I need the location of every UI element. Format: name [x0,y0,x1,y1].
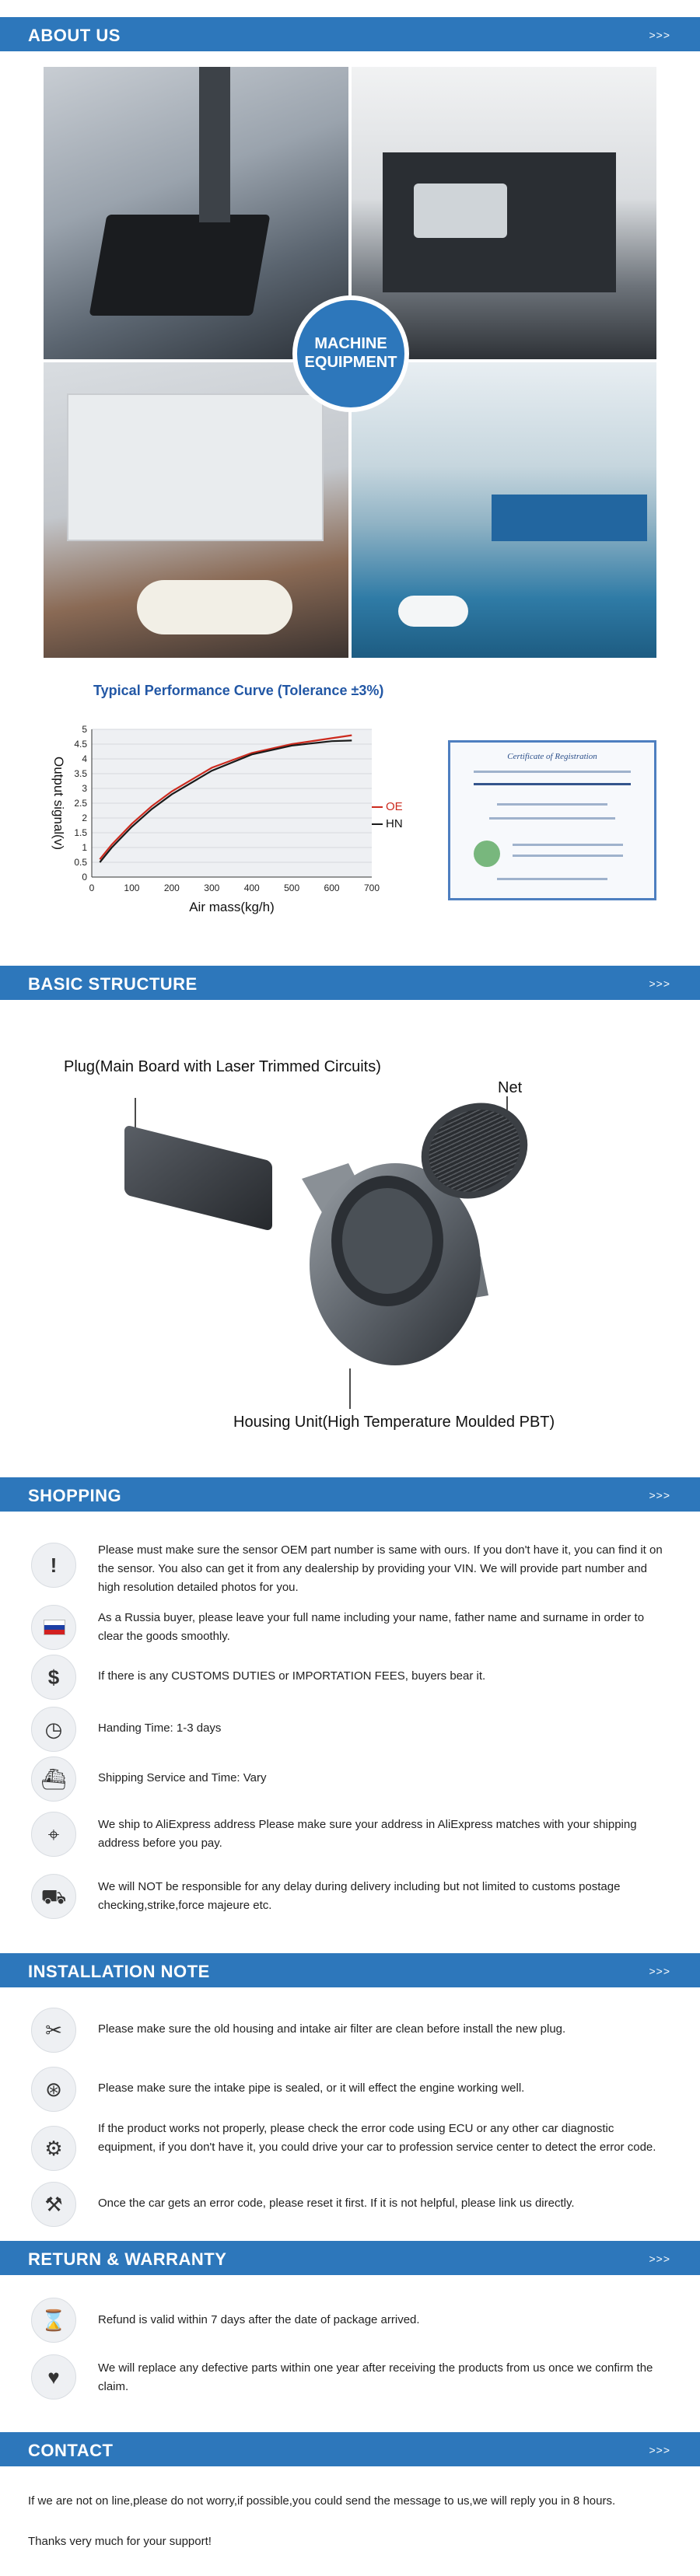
x-tick-label: 300 [204,883,220,893]
section-arrows: >>> [649,1489,670,1501]
y-tick-label: 3.5 [74,768,87,779]
section-arrows: >>> [649,29,670,41]
plug-label: Plug(Main Board with Laser Trimmed Circuits) [64,1058,381,1075]
shopping-item-text: Handing Time: 1-3 days [98,1721,222,1735]
shopping-item-text: Shipping Service and Time: Vary [98,1771,267,1784]
basic-structure-header [0,966,700,1000]
x-tick-label: 100 [124,883,140,893]
performance-chart [31,715,404,925]
y-tick-label: 4.5 [74,739,87,750]
clock-icon: ◷ [31,1707,76,1752]
shopping-item-text: As a Russia buyer, please leave your full name including your name, father name and surname in order to clear the goods smoothly. [98,1611,645,1643]
contact-header [0,2432,700,2466]
legend-label: OE [386,800,403,813]
shopping-item [31,1756,669,1802]
wrench-icon: ⚒ [31,2182,76,2227]
installation-item [31,2067,669,2112]
performance-curve-title: Typical Performance Curve (Tolerance ±3%) [93,683,384,698]
russia-flag-icon [31,1605,76,1650]
x-tick-label: 400 [243,883,260,893]
section-title: ABOUT US [28,26,121,45]
hourglass-icon: ⌛ [31,2298,76,2343]
x-tick-label: 700 [363,883,380,893]
section-title: INSTALLATION NOTE [28,1962,210,1981]
y-tick-label: 4 [82,753,87,764]
x-tick-label: 500 [284,883,300,893]
shopping-item [31,1541,669,1597]
ship-icon: ⛴ [31,1756,76,1802]
x-tick-label: 600 [324,883,340,893]
shopping-item-text: If there is any CUSTOMS DUTIES or IMPORTATION FEES, buyers bear it. [98,1669,486,1683]
y-tick-label: 2.5 [74,798,87,809]
return-warranty-header [0,2241,700,2275]
contact-thanks: Thanks very much for your support! [28,2535,212,2548]
section-arrows: >>> [649,2444,670,2456]
factory-photo-circuit-board [44,67,348,359]
y-tick-label: 2 [82,813,87,823]
warranty-item-text: We will replace any defective parts within one year after receiving the products from us once we confirm the claim. [98,2361,653,2393]
installation-item-text: Please make sure the intake pipe is sealed, or it will effect the engine working well. [98,2081,525,2095]
x-tick-label: 200 [163,883,180,893]
x-axis-label: Air mass(kg/h) [189,900,275,914]
housing-label: Housing Unit(High Temperature Moulded PBT) [233,1414,555,1431]
steering-wheel-icon: ⊛ [31,2067,76,2112]
dollar-icon: $ [31,1655,76,1700]
installation-note-header [0,1953,700,1987]
factory-photo-workshop [352,362,656,658]
y-tick-label: 3 [82,783,87,794]
badge-line-1: MACHINE [314,335,387,352]
truck-icon: ⛟ [31,1874,76,1919]
hand-heart-icon: ♥ [31,2354,76,2399]
shopping-item-text: We ship to AliExpress address Please make sure your address in AliExpress matches with your shipping address before you pay. [98,1818,637,1850]
section-title: RETURN & WARRANTY [28,2249,227,2269]
certificate-seal-icon [474,841,500,867]
section-title: CONTACT [28,2441,114,2460]
y-tick-label: 1 [82,842,87,853]
certificate-title: Certificate of Registration [507,752,597,761]
section-title: BASIC STRUCTURE [28,974,198,994]
exclamation-icon: ! [31,1543,76,1588]
certificate-image [448,740,656,900]
factory-photo-press-machine [352,67,656,359]
warranty-item-text: Refund is valid within 7 days after the date of package arrived. [98,2313,420,2326]
net-label: Net [498,1079,523,1096]
shopping-item [31,1812,669,1857]
installation-item [31,2182,669,2227]
shopping-item [31,1707,669,1752]
machine-equipment-badge [292,295,409,412]
warranty-item [31,2298,669,2343]
y-tick-label: 0 [82,872,87,883]
y-tick-label: 5 [82,724,87,735]
location-pin-icon: ⌖ [31,1812,76,1857]
contact-message: If we are not on line,please do not worry,if possible,you could send the message to us,we will reply you in 8 hours. [28,2494,616,2508]
y-tick-label: 1.5 [74,827,87,838]
warranty-item [31,2354,669,2401]
installation-item-text: If the product works not properly, please check the error code using ECU or any other car diagnostic equipment, if you don't have it, you could drive your car to profession service center to detect the error code. [98,2122,656,2154]
installation-item [31,2120,669,2177]
installation-item-text: Once the car gets an error code, please reset it first. If it is not helpful, please link us directly. [98,2197,575,2210]
legend-label: HN [386,817,403,830]
section-arrows: >>> [649,977,670,990]
x-tick-label: 0 [89,883,95,893]
badge-line-2: EQUIPMENT [304,354,397,371]
factory-photo-test-bench [44,362,348,658]
section-title: SHOPPING [28,1486,122,1505]
y-tick-label: 0.5 [74,857,87,868]
y-axis-label: Output signal(v) [51,757,66,850]
shopping-header [0,1477,700,1512]
shopping-item-text: We will NOT be responsible for any delay during delivery including but not limited to customs postage checking,strike,force majeure etc. [98,1880,621,1912]
installation-item [31,2008,669,2053]
shopping-item [31,1605,669,1650]
shopping-item [31,1655,669,1700]
installation-item-text: Please make sure the old housing and intake air filter are clean before install the new plug. [98,2022,566,2036]
shopping-item-text: Please must make sure the sensor OEM part number is same with ours. If you don't have it, you can find it on the sensor. You also can get it from any dealership by providing your VIN. We will provide part number and high resolution detailed photos for you. [98,1543,663,1594]
gear-icon: ⚙ [31,2126,76,2171]
shopping-item [31,1874,669,1919]
about-us-header [0,17,700,51]
tools-icon: ✂ [31,2008,76,2053]
section-arrows: >>> [649,1965,670,1977]
section-arrows: >>> [649,2253,670,2265]
